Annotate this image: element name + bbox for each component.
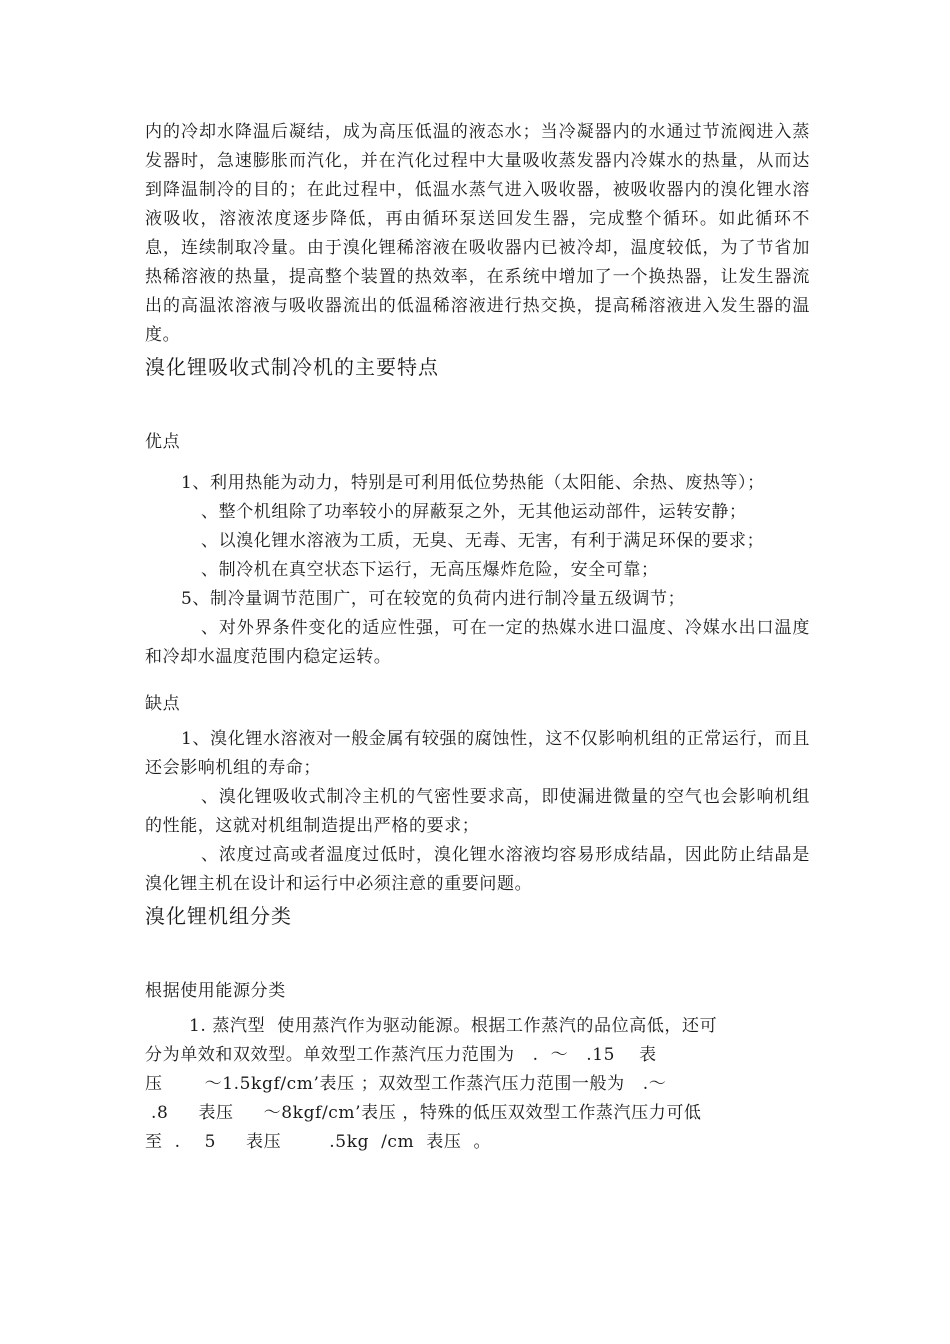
section-heading-features: 溴化锂吸收式制冷机的主要特点 xyxy=(145,355,439,379)
disadvantage-item: 1、溴化锂水溶液对一般金属有较强的腐蚀性，这不仅影响机组的正常运行，而且还会影响机组的寿命； xyxy=(145,729,810,778)
disadvantage-item: 、溴化锂吸收式制冷主机的气密性要求高，即使漏进微量的空气也会影响机组的性能，这就对机组制造提出严格的要求； xyxy=(145,787,810,836)
document-page xyxy=(145,118,810,1157)
steam-type-paragraph xyxy=(145,1012,810,1157)
classification-subheading: 根据使用能源分类 xyxy=(145,981,286,1001)
advantage-item: 5、制冷量调节范围广，可在较宽的负荷内进行制冷量五级调节； xyxy=(181,589,686,609)
section-heading-classification: 溴化锂机组分类 xyxy=(145,904,292,928)
advantage-item: 、整个机组除了功率较小的屏蔽泵之外，无其他运动部件，运转安静； xyxy=(201,502,747,522)
steam-line: 分为单效和双效型。单效型工作蒸汽压力范围为 . ～ .15 表 xyxy=(145,1045,657,1065)
steam-line: 至 . 5 表压 .5kg /cm 表压 。 xyxy=(145,1132,492,1152)
advantage-item: 、以溴化锂水溶液为工质，无臭、无毒、无害，有利于满足环保的要求； xyxy=(201,531,765,551)
advantages-title: 优点 xyxy=(145,432,181,452)
advantage-item: 1、利用热能为动力，特别是可利用低位势热能（太阳能、余热、废热等）； xyxy=(181,473,765,493)
advantage-item: 、对外界条件变化的适应性强，可在一定的热媒水进口温度、冷媒水出口温度和冷却水温度范围内稳定运转。 xyxy=(145,618,810,667)
disadvantage-item: 、浓度过高或者温度过低时，溴化锂水溶液均容易形成结晶，因此防止结晶是溴化锂主机在设计和运行中必须注意的重要问题。 xyxy=(145,845,810,894)
steam-line: 压 ～1.5kgf/cm’表压 ；双效型工作蒸汽压力范围一般为 .～ xyxy=(145,1074,667,1094)
advantage-item: 、制冷机在真空状态下运行，无高压爆炸危险，安全可靠； xyxy=(201,560,659,580)
intro-paragraph: 内的冷却水降温后凝结，成为高压低温的液态水；当冷凝器内的水通过节流阀进入蒸发器时，急速膨胀而汽化，并在汽化过程中大量吸收蒸发器内冷媒水的热量，从而达到降温制冷的目的；在此过程中，低温水蒸气进入吸收器，被吸收器内的溴化锂水溶液吸收，溶液浓度逐步降低，再由循环泵送回发生器，完成整个循环。如此循环不息，连续制取冷量。由于溴化锂稀溶液在吸收器内已被冷却，温度较低，为了节省加热稀溶液的热量，提高整个装置的热效率，在系统中增加了一个换热器，让发生器流出的高温浓溶液与吸收器流出的低温稀溶液进行热交换，提高稀溶液进入发生器的温度。 xyxy=(145,122,810,345)
steam-line: .8 表压 ～8kgf/cm’表压 ，特殊的低压双效型工作蒸汽压力可低 xyxy=(145,1103,702,1123)
steam-line: 1. 蒸汽型 使用蒸汽作为驱动能源。根据工作蒸汽的品位高低，还可 xyxy=(189,1016,718,1036)
disadvantages-title: 缺点 xyxy=(145,694,181,714)
